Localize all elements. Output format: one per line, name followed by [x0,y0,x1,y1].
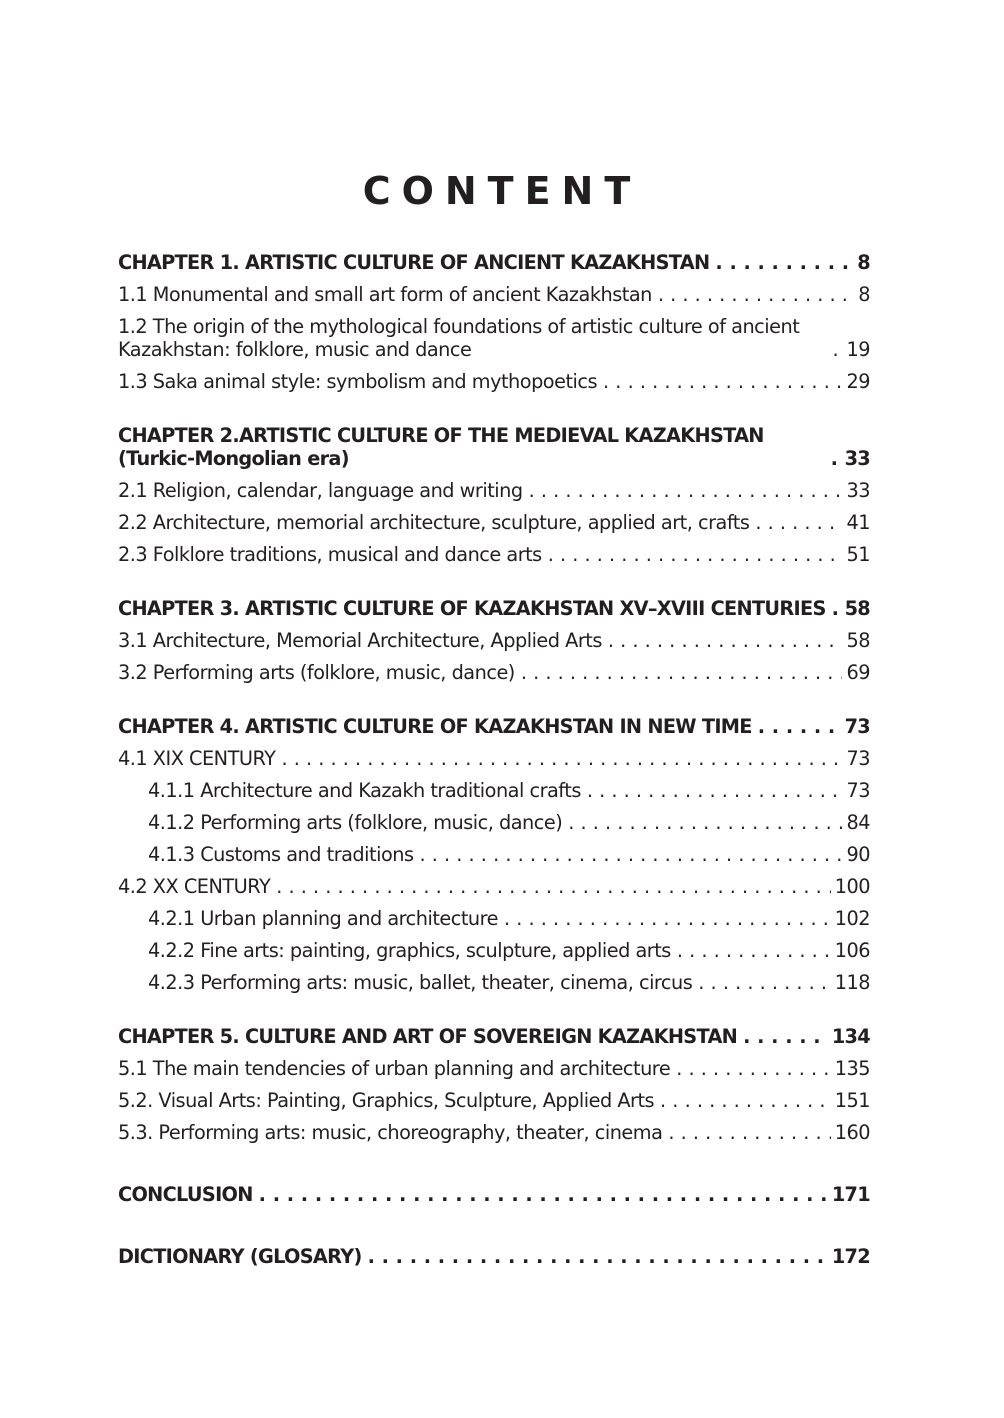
toc-entry-title: 4.1.3 Customs and traditions [148,843,414,866]
toc-page-number: 73 [846,779,870,802]
toc-chapter-2[interactable] [118,420,870,475]
toc-page-number: 8 [858,283,870,306]
toc-page-number: 171 [831,1183,870,1206]
toc-page-number: 41 [846,511,870,534]
toc-entry-title: 3.2 Performing arts (folklore, music, dance) [118,661,515,684]
toc-entry-title: 2.2 Architecture, memorial architecture, sculpture, applied art, crafts [118,511,750,534]
dot-leader [668,1121,830,1144]
toc-page-number: 134 [831,1025,870,1048]
toc-section-3-1[interactable] [118,625,870,657]
toc-page-number: 29 [846,370,870,393]
toc-section-4-1-2[interactable] [118,807,870,839]
dot-leader [504,907,831,930]
dot-leader [587,779,843,802]
dot-leader [715,251,853,274]
toc-page-number: 118 [834,971,870,994]
toc-entry-title: 4.2 XX CENTURY [118,875,271,898]
toc-section-4-1-1[interactable] [118,775,870,807]
toc-entry-title: DICTIONARY (GLOSARY) [118,1245,362,1268]
dot-leader [755,511,842,534]
toc-page-number: 160 [834,1121,870,1144]
spacer [118,398,870,420]
toc-page-number: 58 [846,629,870,652]
toc-section-4-2-1[interactable] [118,903,870,935]
dot-leader [658,283,854,306]
toc-page-number: 73 [846,747,870,770]
page-title: CONTENT [362,169,642,213]
toc-page-number: 33 [844,447,870,470]
toc-chapter-4[interactable] [118,711,870,743]
toc-page-number: 19 [846,338,870,361]
dot-leader [368,1245,828,1268]
toc-page-number: 58 [844,597,870,620]
toc-entry-title: 1.3 Saka animal style: symbolism and mythopoetics [118,370,598,393]
spacer [118,1149,870,1179]
toc-entry-title: 4.1.2 Performing arts (folklore, music, dance) [148,811,563,834]
toc-entry-title: 4.2.3 Performing arts: music, ballet, theater, cinema, circus [148,971,693,994]
toc-page-number: 69 [846,661,870,684]
toc-page-number: 51 [846,543,870,566]
toc-entry-title: CHAPTER 4. ARTISTIC CULTURE OF KAZAKHSTAN IN NEW TIME [118,715,752,738]
dot-leader [521,661,843,684]
dot-leader [276,875,830,898]
toc-entry-title: CONCLUSION [118,1183,253,1206]
toc-chapter-5[interactable] [118,1021,870,1053]
toc-entry-title: 2.3 Folklore traditions, musical and dance arts [118,543,542,566]
table-of-contents [118,247,870,1273]
toc-dictionary[interactable] [118,1241,870,1273]
toc-entry-title: 5.1 The main tendencies of urban planning and architecture [118,1057,671,1080]
dot-leader [660,1089,831,1112]
dot-leader [677,939,831,962]
toc-section-4-2-3[interactable] [118,967,870,999]
toc-entry-title: 4.1.1 Architecture and Kazakh traditional crafts [148,779,581,802]
toc-section-4-1[interactable] [118,743,870,775]
dot-leader [758,715,841,738]
spacer [118,999,870,1021]
toc-entry-title: 4.1 XIX CENTURY [118,747,276,770]
toc-conclusion[interactable] [118,1179,870,1211]
dot-leader [832,338,842,361]
toc-section-1-3[interactable] [118,366,870,398]
dot-leader [603,370,842,393]
toc-entry-title: 1.1 Monumental and small art form of ancient Kazakhstan [118,283,652,306]
spacer [118,571,870,593]
dot-leader [743,1025,828,1048]
toc-chapter-3[interactable] [118,593,870,625]
toc-entry-title: 3.1 Architecture, Memorial Architecture, Applied Arts [118,629,602,652]
toc-page-number: 33 [846,479,870,502]
dot-leader [832,597,841,620]
toc-section-1-2[interactable] [118,311,870,366]
toc-page-number: 8 [857,251,870,274]
toc-section-3-2[interactable] [118,657,870,689]
toc-page-number: 151 [834,1089,870,1112]
dot-leader [529,479,843,502]
toc-section-5-2[interactable] [118,1085,870,1117]
dot-leader [259,1183,828,1206]
toc-section-2-1[interactable] [118,475,870,507]
dot-leader [420,843,843,866]
toc-section-4-2[interactable] [118,871,870,903]
toc-entry-title: 5.3. Performing arts: music, choreography, theater, cinema [118,1121,663,1144]
dot-leader [831,447,841,470]
toc-page-number: 90 [846,843,870,866]
dot-leader [548,543,843,566]
toc-entry-title: 5.2. Visual Arts: Painting, Graphics, Sculpture, Applied Arts [118,1089,655,1112]
toc-entry-title: CHAPTER 5. CULTURE AND ART OF SOVEREIGN KAZAKHSTAN [118,1025,738,1048]
toc-page-number: 102 [834,907,870,930]
toc-entry-title: CHAPTER 1. ARTISTIC CULTURE OF ANCIENT KAZAKHSTAN [118,251,710,274]
toc-entry-title: 2.1 Religion, calendar, language and writing [118,479,523,502]
toc-section-4-1-3[interactable] [118,839,870,871]
toc-chapter-1[interactable] [118,247,870,279]
dot-leader [676,1057,831,1080]
toc-section-2-2[interactable] [118,507,870,539]
toc-entry-title: 4.2.1 Urban planning and architecture [148,907,498,930]
toc-page-number: 73 [844,715,870,738]
dot-leader [698,971,830,994]
toc-section-5-1[interactable] [118,1053,870,1085]
toc-entry-title: CHAPTER 3. ARTISTIC CULTURE OF KAZAKHSTAN XV–XVIII CENTURIES [118,597,826,620]
toc-section-5-3[interactable] [118,1117,870,1149]
toc-section-4-2-2[interactable] [118,935,870,967]
toc-page-number: 84 [846,811,870,834]
toc-page-number: 106 [834,939,870,962]
dot-leader [281,747,842,770]
spacer [118,1211,870,1241]
dot-leader [568,811,842,834]
toc-page-number: 100 [834,875,870,898]
toc-section-2-3[interactable] [118,539,870,571]
toc-page-number: 172 [831,1245,870,1268]
toc-entry-title: CHAPTER 2.ARTISTIC CULTURE OF THE MEDIEVAL KAZAKHSTAN (Turkic-Mongolian era) [118,424,764,470]
toc-page-number: 135 [834,1057,870,1080]
spacer [118,689,870,711]
dot-leader [608,629,843,652]
toc-entry-title: 4.2.2 Fine arts: painting, graphics, sculpture, applied arts [148,939,671,962]
toc-entry-title: 1.2 The origin of the mythological foundations of artistic culture of ancient Kazakhstan: folklore, music and dance [118,315,800,361]
toc-section-1-1[interactable] [118,279,870,311]
